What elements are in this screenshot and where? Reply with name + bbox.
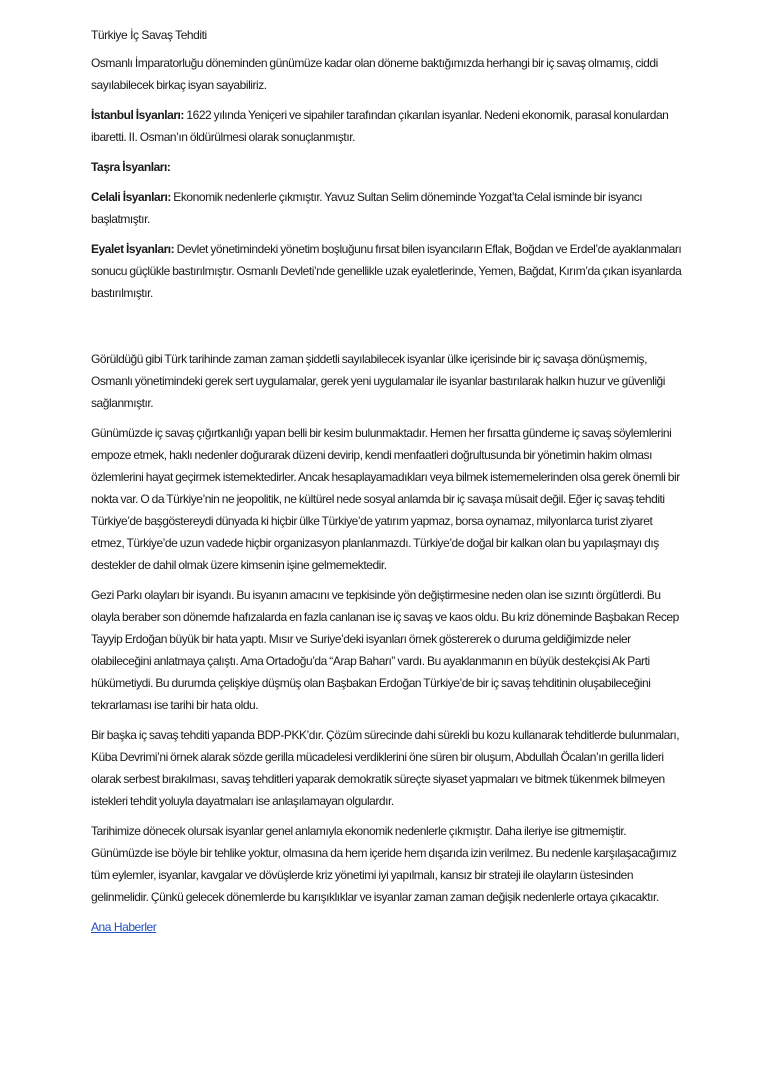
body-paragraph-2: Günümüzde iç savaş çığırtkanlığı yapan belli bir kesim bulunmaktadır. Hemen her fırsatta gündeme iç savaş söylemlerini empoze etmek, haklı nedenler doğurarak düzeni devirip, kendi menfaatleri doğrultusunda bir yönetimin hakim olması özlemlerini hayat geçirmek istemektedirler. Ancak hesaplayamadıkları veya bilmek istememelerinden olsa gerek önemli bir nokta var. O da Türkiye’nin ne jeopolitik, ne kültürel nede sosyal anlamda bir iç savaşa müsait değil. Eğer iç savaş tehditi Türkiye’de başgöstereydi dünyada ki hiçbir ülke Türkiye’de yatırım yapmaz, borsa oynamaz, milyonlarca turist ziyaret etmez, Türkiye’de uzun vadede hiçbir organizasyon planlanmazdı. Türkiye’de doğal bir kalkan olan bu yapılaşmayı dış destekler de dahil olmak üzere kimsenin işine gelmemektedir. [91,426,680,572]
body-paragraph-4: Bir başka iç savaş tehditi yapanda BDP-PKK’dır. Çözüm sürecinde dahi sürekli bu kozu kullanarak tehditlerde bulunmaları, Küba Devrimi’ni örnek alarak sözde gerilla mücadelesi verdiklerini öne süren bir oluşum, Abdullah Öcalan’ın gerilla lideri olarak serbest bırakılması, savaş tehditleri yaparak demokratik süreçte siyaset yapmaları ve bitmek tükenmek bilmeyen istekleri tehdit yoluyla dayatmaları ise anlaşılamayan olgulardır. [91,728,680,808]
body-paragraph-3: Gezi Parkı olayları bir isyandı. Bu isyanın amacını ve tepkisinde yön değiştirmesine neden olan ise sızıntı örgütlerdi. Bu olayla beraber son dönemde hafızalarda en fazla canlanan ise iç savaş ve kaos oldu. Bu kriz döneminde Başbakan Recep Tayyip Erdoğan büyük bir hata yaptı. Mısır ve Suriye’deki isyanları örnek göstererek o duruma geldiğimizde neler olabileceğini anlatmaya çalıştı. Ama Ortadoğu’da “Arap Baharı” vardı. Bu ayaklanmanın en büyük destekçisi Ak Parti hükümetiydi. Bu durumda çelişkiye düşmüş olan Başbakan Erdoğan Türkiye’de bir iç savaş tehditinin oluşabileceğini tekrarlaması ise tarihi bir hata oldu. [91,588,679,712]
istanbul-label: İstanbul İsyanları: [91,108,184,122]
section-spacer [91,312,687,348]
celali-paragraph [91,186,687,230]
celali-text: Ekonomik nedenlerle çıkmıştır. Yavuz Sultan Selim döneminde Yozgat’ta Celal isminde bir isyancı başlatmıştır. [91,190,643,226]
istanbul-paragraph [91,104,687,148]
document-title: Türkiye İç Savaş Tehditi [91,28,207,42]
eyalet-text: Devlet yönetimindeki yönetim boşluğunu fırsat bilen isyancıların Eflak, Boğdan ve Erdel’de ayaklanmaları sonucu güçlükle bastırılmıştır. Osmanlı Devleti’nde genellikle uzak eyaletlerinde, Yemen, Bağdat, Kırım’da çıkan isyanlarda bastırılmıştır. [91,242,682,300]
body-paragraph-5: Tarihimize dönecek olursak isyanlar genel anlamıyla ekonomik nedenlerle çıkmıştır. Daha ileriye ise gitmemiştir. Günümüzde ise böyle bir tehlike yoktur, olmasına da hem içeride hem dışarıda izin verilmez. Bu nedenle karşılaşacağımız tüm eylemler, isyanlar, kavgalar ve dövüşlerde kriz yönetimi iyi yapılmalı, kansız bir strateji ile olayların üstesinden gelinmelidir. Çünkü gelecek dönemlerde bu karışıklıklar ve isyanlar zaman zaman değişik nedenlerle ortaya çıkacaktır. [91,824,677,904]
body-paragraph-1: Görüldüğü gibi Türk tarihinde zaman zaman şiddetli sayılabilecek isyanlar ülke içerisinde bir iç savaşa dönüşmemiş, Osmanlı yönetimindeki gerek sert uygulamalar, gerek yeni uygulamalar ile isyanlar bastırılarak halkın huzur ve güvenliği sağlanmıştır. [91,352,665,410]
celali-label: Celali İsyanları: [91,190,171,204]
ana-haberler-link[interactable]: Ana Haberler [91,920,157,934]
document-page [91,24,687,938]
tasra-heading: Taşra İsyanları: [91,160,171,174]
intro-paragraph: Osmanlı İmparatorluğu döneminden günümüze kadar olan döneme baktığımızda herhangi bir iç savaş olmamış, ciddi sayılabilecek birkaç isyan sayabiliriz. [91,56,658,92]
eyalet-label: Eyalet İsyanları: [91,242,175,256]
istanbul-text: 1622 yılında Yeniçeri ve sipahiler tarafından çıkarılan isyanlar. Nedeni ekonomik, parasal konulardan ibaretti. II. Osman’ın öldürülmesi olarak sonuçlanmıştır. [91,108,669,144]
eyalet-paragraph [91,238,687,304]
